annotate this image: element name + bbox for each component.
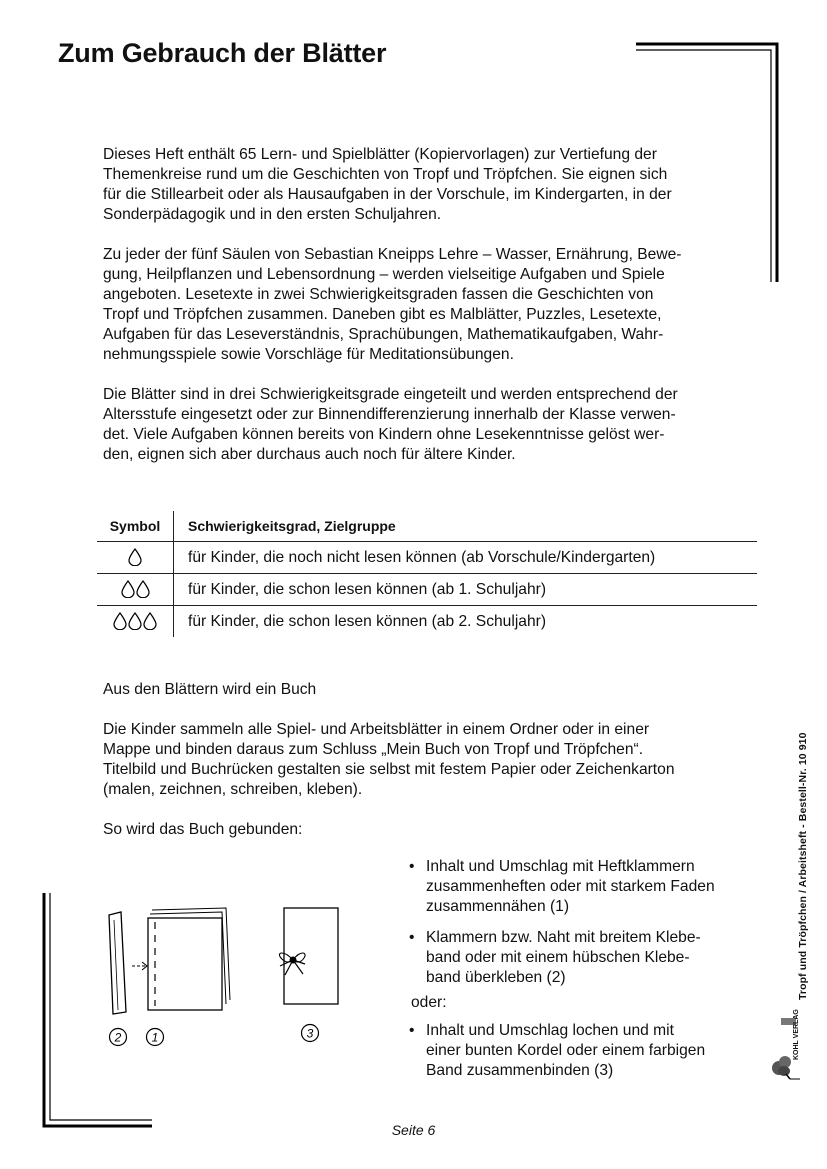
bullet: • — [409, 1022, 415, 1039]
table-row — [97, 542, 757, 574]
list-item — [409, 1021, 749, 1081]
binding-step-text: Inhalt und Umschlag lochen und mit einer bunten Kordel oder einem farbigen Band zusammenbinden (3) — [426, 1022, 706, 1079]
tape-strip-drawing — [109, 912, 126, 1014]
drop-symbol-cell — [97, 542, 174, 574]
bullet: • — [409, 858, 415, 875]
binding-step-text: Klammern bzw. Naht mit breitem Klebe- band oder mit einem hübschen Klebe- band überkleben (2) — [426, 929, 701, 986]
row-text: für Kinder, die schon lesen können (ab 1. Schuljahr) — [174, 574, 758, 606]
drop-symbol-cell — [97, 574, 174, 606]
drop-icon — [121, 580, 135, 598]
list-item — [409, 928, 749, 988]
book-heading: Aus den Blättern wird ein Buch — [103, 681, 317, 698]
table-row — [97, 606, 757, 638]
page-number: Seite 6 — [391, 1122, 436, 1138]
logo-tree-icon — [770, 1012, 808, 1080]
difficulty-table — [97, 511, 757, 637]
label-step-2: 2 — [114, 1030, 122, 1045]
intro-paragraph: Dieses Heft enthält 65 Lern- und Spielblätter (Kopiervorlagen) zur Vertiefung der Themenkreise rund um die Geschichten von Tropf und Tröpfchen. Sie eignen sich für die Stillearbeit oder als Hausaufgaben in der Vorschule, im Kindergarten, in der Sonderpädagogik und in den ersten Schuljahren. — [103, 146, 672, 223]
label-step-3: 3 — [306, 1026, 314, 1041]
list-item — [409, 857, 749, 917]
label-step-1: 1 — [151, 1030, 159, 1045]
pillars-paragraph: Zu jeder der fünf Säulen von Sebastian Kneipps Lehre – Wasser, Ernährung, Bewe- gung, Heilpflanzen und Lebensordnung – werden vielseitige Aufgaben und Spiele angeboten. Lesetexte in zwei Schwierigkeitsgraden fassen die Geschichten von Tropf und Tröpfchen zusammen. Daneben gibt es Malblätter, Puzzles, Lesetexte, Aufgaben für das Leseverständnis, Sprachübungen, Mathematikaufgaben, Wahr- nehmungsspiele sowie Vorschläge für Meditationsübungen. — [103, 246, 682, 363]
binding-intro: So wird das Buch gebunden: — [103, 821, 303, 838]
publisher-logo — [770, 1009, 808, 1080]
drops-three — [113, 612, 157, 630]
drop-icon — [128, 612, 142, 630]
table-header-row — [97, 511, 757, 542]
binding-steps — [409, 857, 749, 1092]
page-title: Zum Gebrauch der Blätter — [58, 38, 387, 68]
side-order-text — [794, 700, 814, 1000]
drop-icon — [113, 612, 127, 630]
row-text: für Kinder, die noch nicht lesen können (ab Vorschule/Kindergarten) — [174, 542, 758, 574]
drop-icon — [128, 548, 142, 566]
header-level: Schwierigkeitsgrad, Zielgruppe — [174, 511, 758, 542]
binding-or: oder: — [411, 994, 447, 1011]
binding-illustration — [104, 900, 344, 1050]
bullet: • — [409, 929, 415, 946]
bound-book-drawing — [279, 908, 338, 1004]
drop-icon — [136, 580, 150, 598]
drops-one — [128, 548, 142, 566]
drops-two — [121, 580, 150, 598]
step-labels — [110, 1025, 319, 1046]
header-symbol: Symbol — [97, 511, 174, 542]
stacked-pages-drawing — [132, 908, 230, 1010]
difficulty-paragraph: Die Blätter sind in drei Schwierigkeitsgrade eingeteilt und werden entsprechend der Altersstufe eingesetzt oder zur Binnendifferenzierung innerhalb der Klasse verwen- det. Viele Aufgaben können bereits von Kindern ohne Lesekenntnisse gelöst wer- den, eignen sich aber durchaus auch noch für ältere Kinder. — [103, 386, 678, 463]
binding-step-text: Inhalt und Umschlag mit Heftklammern zusammenheften oder mit starkem Faden zusammennähen (1) — [426, 858, 715, 915]
drop-symbol-cell — [97, 606, 174, 638]
table-row — [97, 574, 757, 606]
row-text: für Kinder, die schon lesen können (ab 2. Schuljahr) — [188, 612, 547, 630]
logo-text: KOHL VERLAG — [793, 1009, 800, 1060]
side-text: Tropf und Tröpfchen / Arbeitsheft - Bestell-Nr. 10 910 — [797, 732, 809, 1000]
book-paragraph: Die Kinder sammeln alle Spiel- und Arbeitsblätter in einem Ordner oder in einer Mappe und binden daraus zum Schluss „Mein Buch von Tropf und Tröpfchen“. Titelbild und Buchrücken gestalten sie selbst mit festem Papier oder Zeichenkarton (malen, zeichnen, schreiben, kleben). — [103, 721, 675, 798]
drop-icon — [143, 612, 157, 630]
